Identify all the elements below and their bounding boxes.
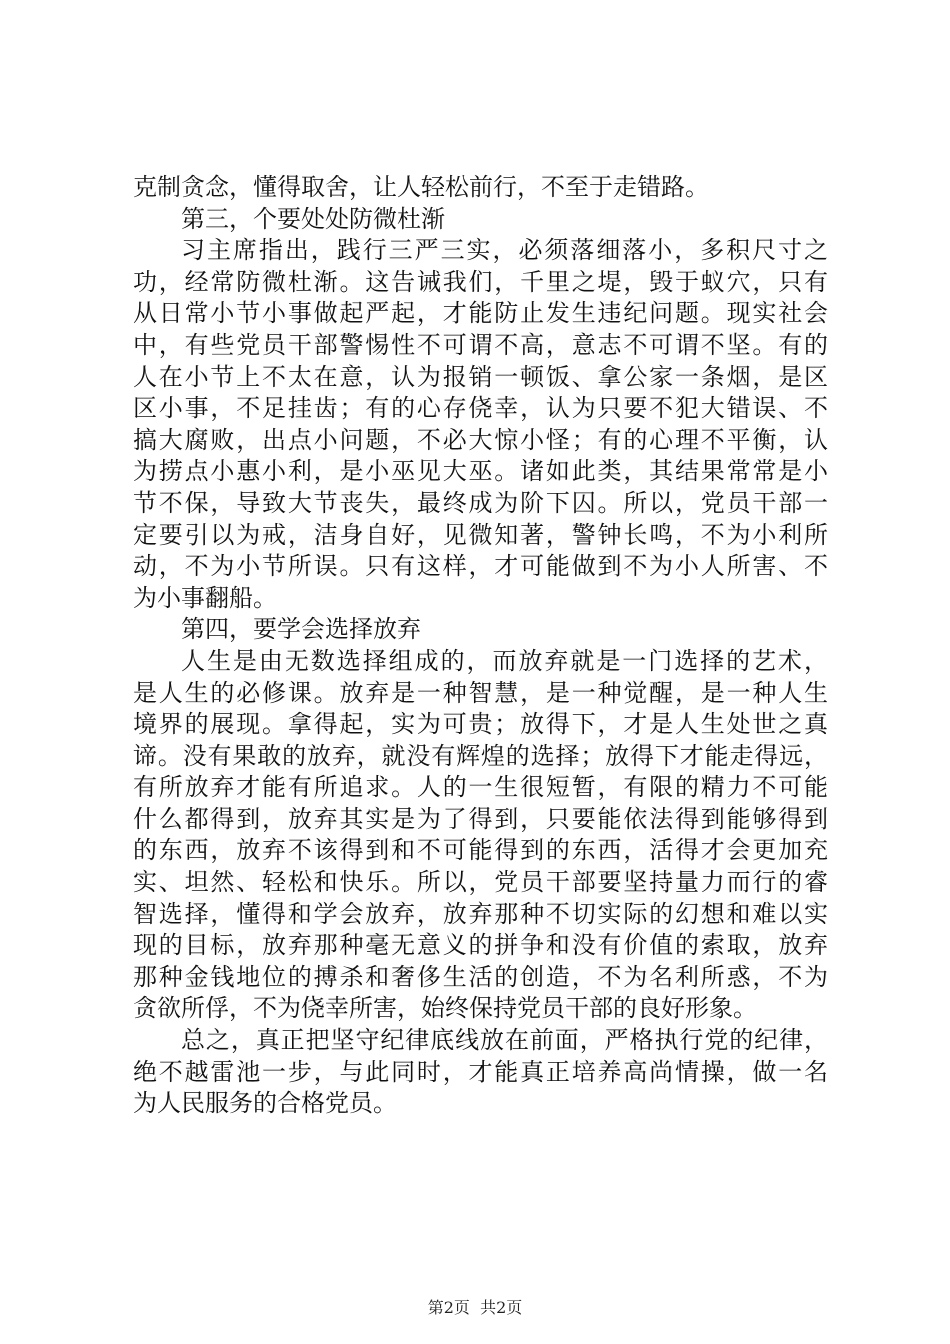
text-line: 克制贪念，懂得取舍，让人轻松前行，不至于走错路。 — [133, 173, 709, 201]
text-line: 现的目标，放弃那种毫无意义的拼争和没有价值的索取，放弃 — [133, 931, 828, 960]
text-line: 动，不为小节所误。只有这样，才可能做到不为小人所害、不 — [133, 552, 828, 581]
text-line: 为小事翻船。 — [133, 583, 277, 612]
text-line: 区小事，不足挂齿；有的心存侥幸，认为只要不犯大错误、不 — [133, 394, 828, 423]
text-line: 人生是由无数选择组成的，而放弃就是一门选择的艺术， — [181, 646, 828, 675]
text-line: 贪欲所俘，不为侥幸所害，始终保持党员干部的良好形象。 — [133, 994, 757, 1023]
text-line: 谛。没有果敢的放弃，就没有辉煌的选择；放得下才能走得远， — [133, 741, 828, 770]
text-line: 的东西，放弃不该得到和不可能得到的东西，活得才会更加充 — [133, 836, 828, 865]
text-line: 搞大腐败，出点小问题，不必大惊小怪；有的心理不平衡，认 — [133, 425, 828, 454]
text-line: 第四，要学会选择放弃 — [181, 615, 421, 644]
text-line: 有所放弃才能有所追求。人的一生很短暂，有限的精力不可能 — [133, 773, 828, 802]
text-line: 第三，个要处处防微杜渐 — [181, 204, 445, 233]
text-line: 习主席指出，践行三严三实，必须落细落小，多积尺寸之 — [181, 236, 828, 265]
text-line: 是人生的必修课。放弃是一种智慧，是一种觉醒，是一种人生 — [133, 678, 828, 707]
text-line: 智选择，懂得和学会放弃，放弃那种不切实际的幻想和难以实 — [133, 899, 828, 928]
page-number-label: 第2页 共2页 — [427, 1298, 523, 1317]
text-line: 节不保，导致大节丧失，最终成为阶下囚。所以，党员干部一 — [133, 488, 828, 517]
text-line: 实、坦然、轻松和快乐。所以，党员干部要坚持量力而行的睿 — [133, 868, 828, 897]
page-footer — [0, 1298, 950, 1318]
text-line: 定要引以为戒，洁身自好，见微知著，警钟长鸣，不为小利所 — [133, 520, 828, 549]
text-line: 总之，真正把坚守纪律底线放在前面，严格执行党的纪律， — [181, 1026, 828, 1055]
text-line: 人在小节上不太在意，认为报销一顿饭、拿公家一条烟，是区 — [133, 362, 828, 391]
text-line: 什么都得到，放弃其实是为了得到，只要能依法得到能够得到 — [133, 804, 828, 833]
text-line: 为人民服务的合格党员。 — [133, 1089, 397, 1118]
text-line: 功，经常防微杜渐。这告诫我们，千里之堤，毁于蚁穴，只有 — [133, 267, 828, 296]
text-line: 为捞点小惠小利，是小巫见大巫。诸如此类，其结果常常是小 — [133, 457, 828, 486]
text-line: 绝不越雷池一步，与此同时，才能真正培养高尚情操，做一名 — [133, 1057, 828, 1086]
text-line: 那种金钱地位的搏杀和奢侈生活的创造，不为名利所惑，不为 — [133, 962, 828, 991]
document-body — [133, 172, 828, 1120]
text-line: 从日常小节小事做起严起，才能防止发生违纪问题。现实社会 — [133, 299, 828, 328]
text-line: 境界的展现。拿得起，实为可贵；放得下，才是人生处世之真 — [133, 710, 828, 739]
text-line: 中，有些党员干部警惕性不可谓不高，意志不可谓不坚。有的 — [133, 330, 828, 359]
